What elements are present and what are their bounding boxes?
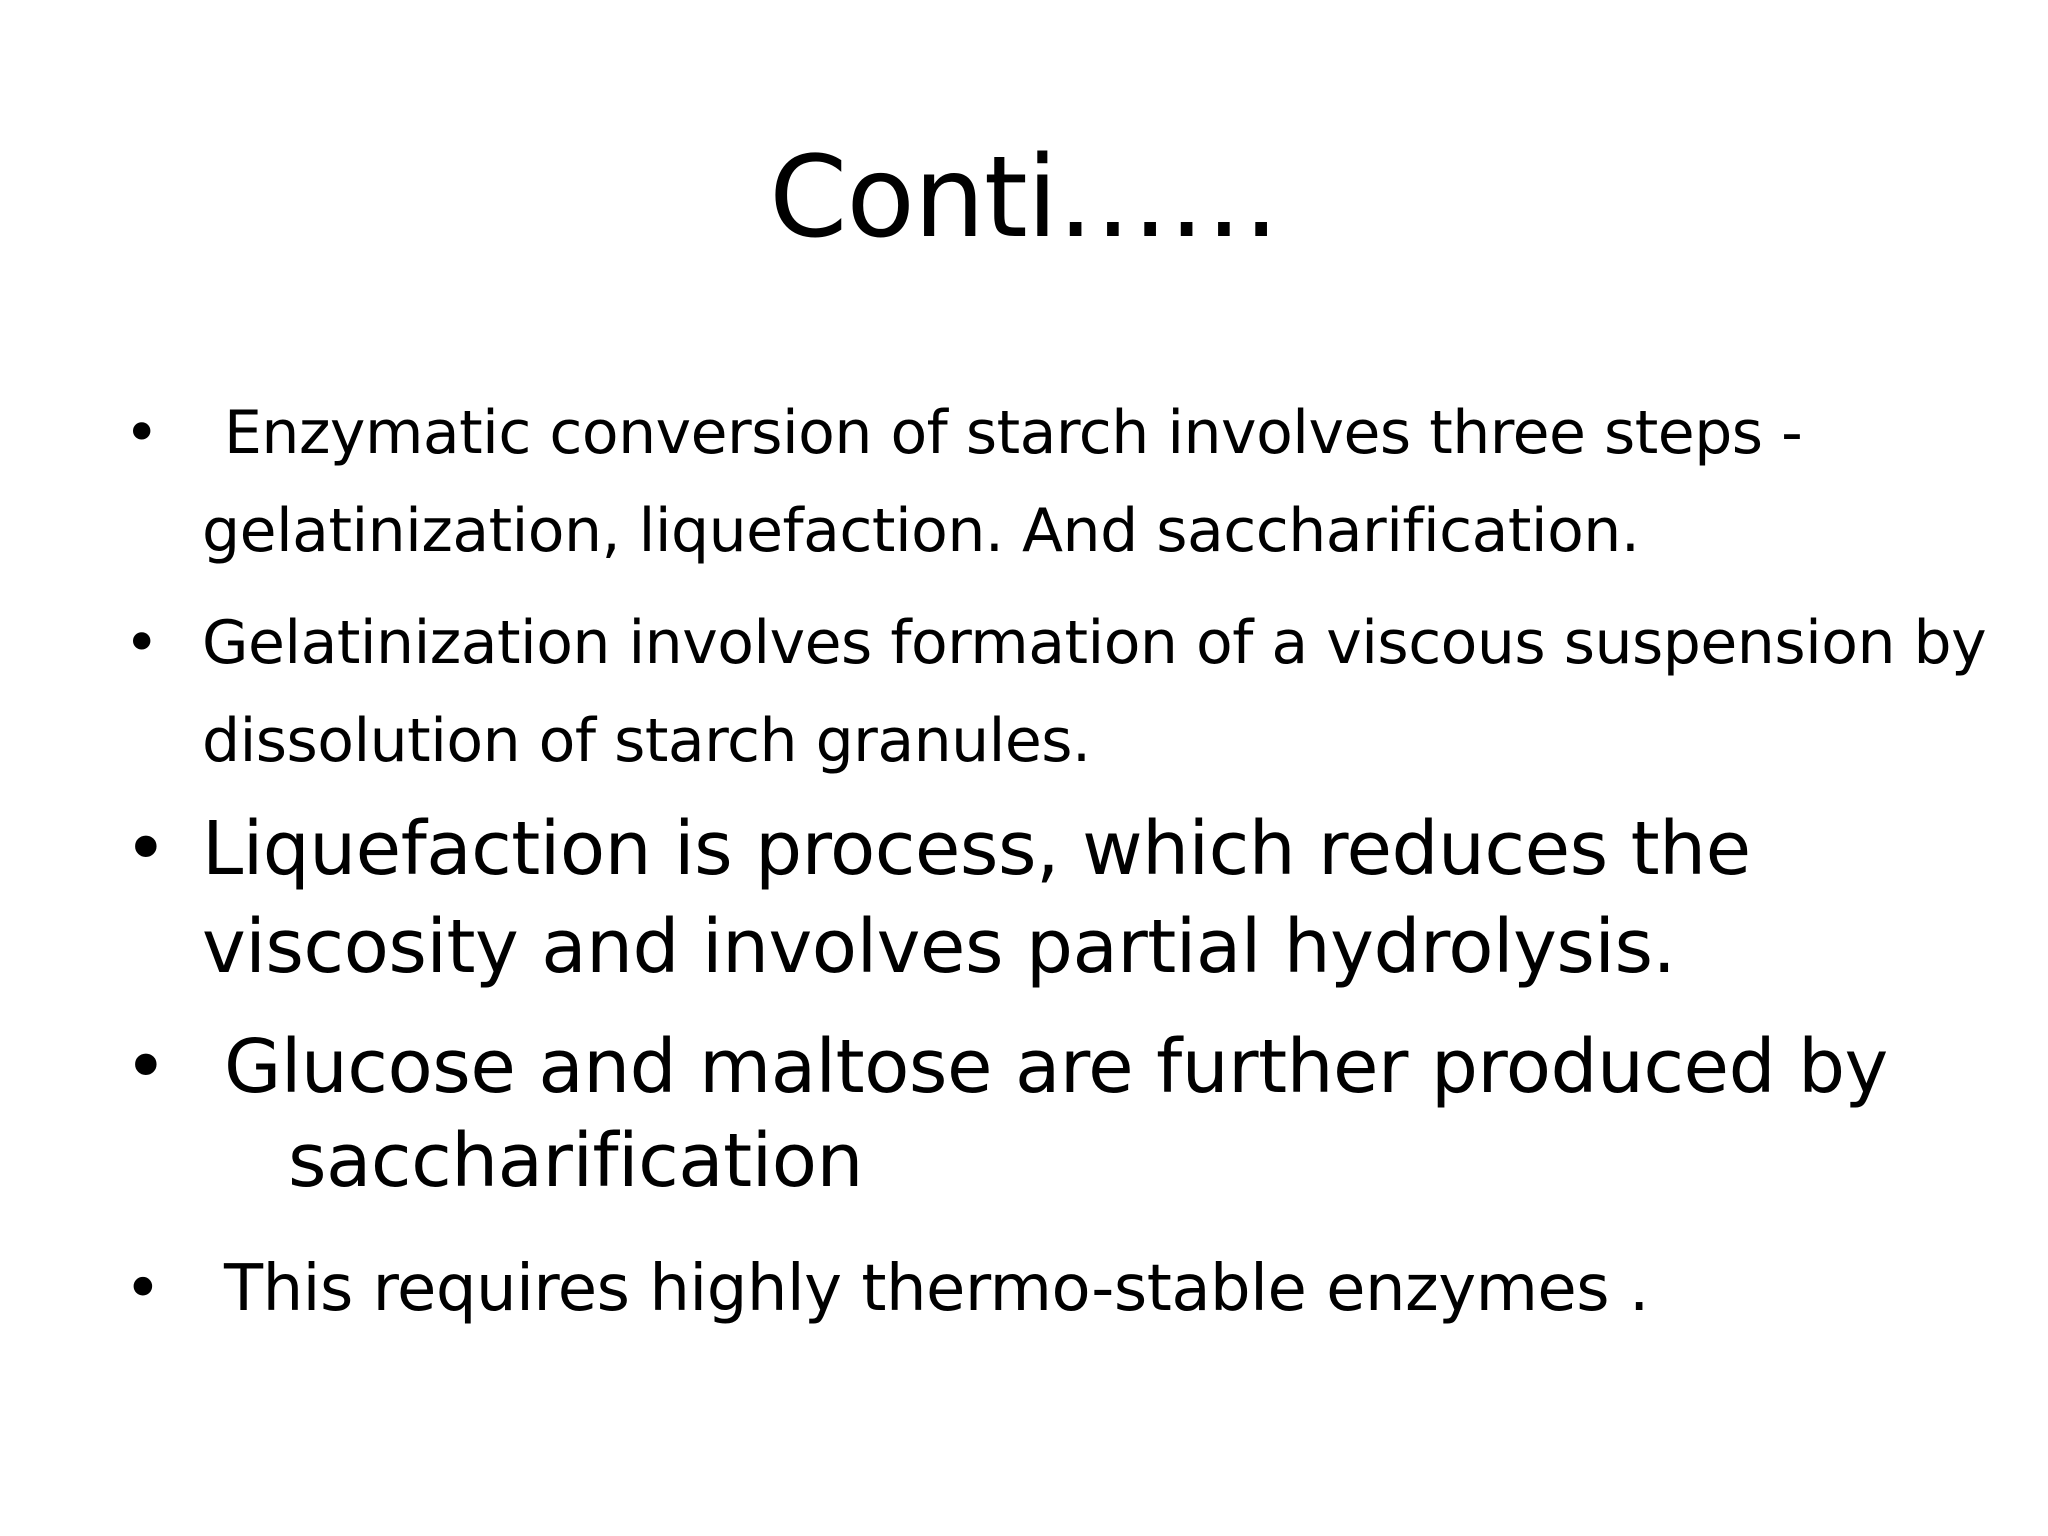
- bullet-text: [124, 1020, 2042, 1208]
- bullet-text-line: saccharification: [288, 1118, 863, 1204]
- bullet-text: Gelatinization involves formation of a viscous suspension by dissolution of starch granules.: [202, 608, 1987, 776]
- bullet-item: [124, 594, 2042, 790]
- bullet-text: This requires highly thermo-stable enzymes .: [224, 1252, 1649, 1326]
- bullet-text-line: Glucose and maltose are further produced by: [224, 1024, 1888, 1110]
- bullet-item: [124, 1020, 2042, 1208]
- bullet-icon: •: [124, 608, 160, 678]
- bullet-item: [124, 384, 2042, 580]
- bullet-icon: •: [124, 1252, 162, 1326]
- bullet-icon: •: [124, 398, 160, 468]
- bullet-item: [124, 1240, 2042, 1338]
- bullet-text: Enzymatic conversion of starch involves three steps - gelatinization, liquefaction. And saccharification.: [202, 398, 1803, 566]
- bullet-item: [124, 800, 2042, 996]
- bullet-icon: •: [124, 806, 168, 892]
- bullet-text: Liquefaction is process, which reduces the viscosity and involves partial hydrolysis.: [202, 806, 1751, 990]
- slide-title: Conti……: [769, 133, 1279, 263]
- bullet-icon: •: [124, 1024, 168, 1110]
